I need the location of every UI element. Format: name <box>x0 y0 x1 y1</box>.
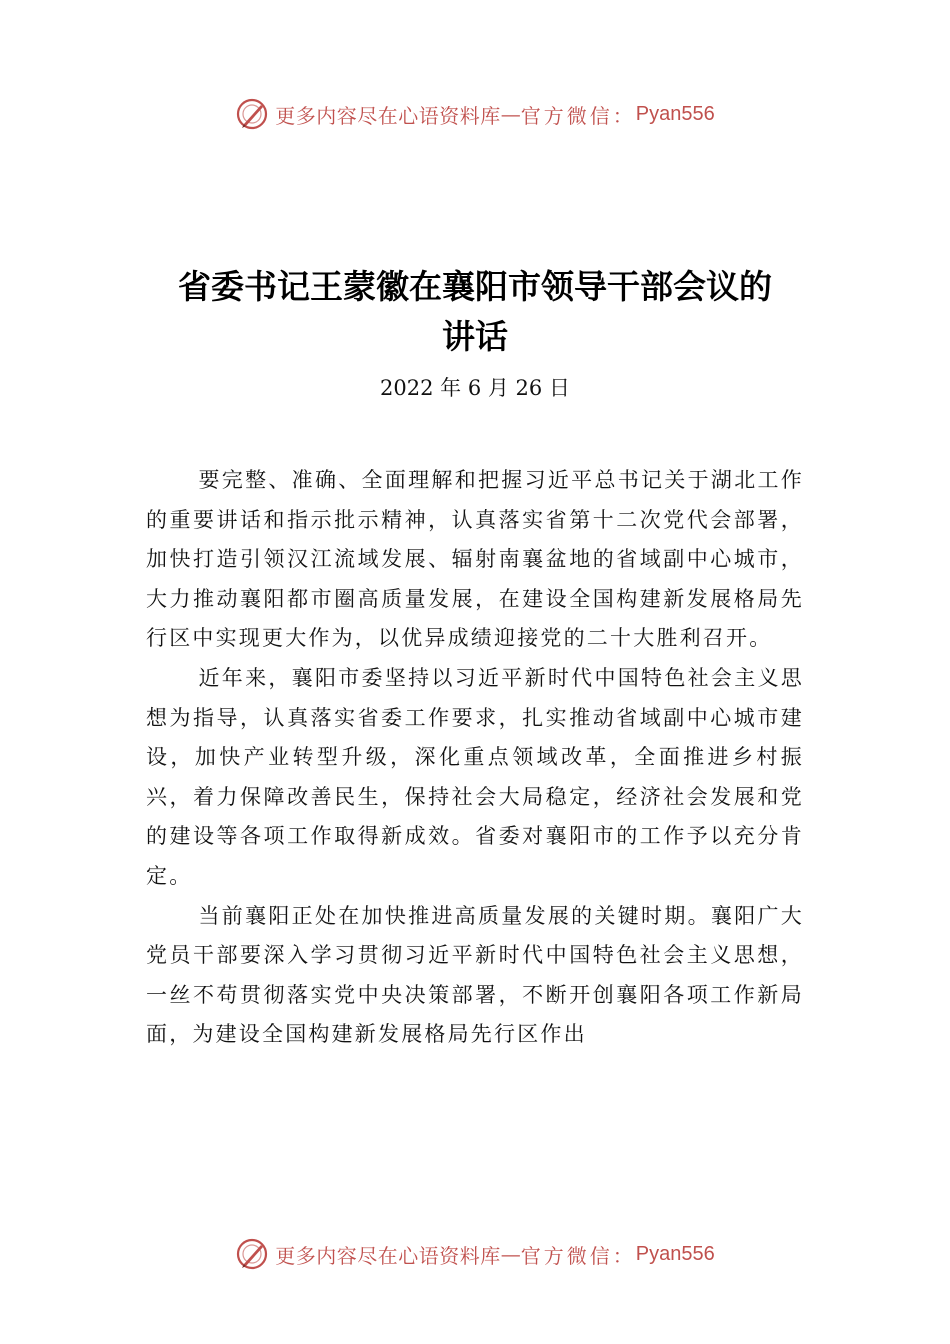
document-body <box>146 461 804 1055</box>
watermark-dash: — <box>500 1242 521 1266</box>
pen-logo-icon <box>235 1237 269 1271</box>
paragraph: 当前襄阳正处在加快推进高质量发展的关键时期。襄阳广大党员干部要深入学习贯彻习近平新时代中国特色社会主义思想，一丝不苟贯彻落实党中央决策部署，不断开创襄阳各项工作新局面，为建设全国构建新发展格局先行区作出 <box>146 903 804 1047</box>
watermark-wechat-id: Pyan556 <box>635 102 715 125</box>
paragraph: 要完整、准确、全面理解和把握习近平总书记关于湖北工作的重要讲话和指示批示精神，认真落实省第十二次党代会部署，加快打造引领汉江流域发展、辐射南襄盆地的省域副中心城市，大力推动襄阳都市圈高质量发展，在建设全国构建新发展格局先行区中实现更大作为，以优异成绩迎接党的二十大胜利召开。 <box>146 468 804 651</box>
pen-logo-icon <box>235 97 269 131</box>
header-watermark <box>0 94 950 134</box>
watermark-dash: — <box>500 102 521 126</box>
title-line-1: 省委书记王蒙徽在襄阳市领导干部会议的 <box>178 267 772 306</box>
title-line-2: 讲话 <box>442 317 508 356</box>
watermark-wechat-id: Pyan556 <box>635 1242 715 1265</box>
watermark-main-text: 更多内容尽在心语资料库 <box>275 1243 501 1268</box>
document-title <box>140 262 810 362</box>
watermark-wechat-label: 官方微信： <box>520 103 636 128</box>
document-date: 2022 年 6 月 26 日 <box>380 376 570 400</box>
paragraph: 近年来，襄阳市委坚持以习近平新时代中国特色社会主义思想为指导，认真落实省委工作要求，扎实推动省域副中心城市建设，加快产业转型升级，深化重点领域改革，全面推进乡村振兴，着力保障改善民生，保持社会大局稳定，经济社会发展和党的建设等各项工作取得新成效。省委对襄阳市的工作予以充分肯定。 <box>146 665 804 888</box>
footer-watermark <box>0 1234 950 1274</box>
watermark-wechat-label: 官方微信： <box>520 1243 636 1268</box>
watermark-main-text: 更多内容尽在心语资料库 <box>275 103 501 128</box>
